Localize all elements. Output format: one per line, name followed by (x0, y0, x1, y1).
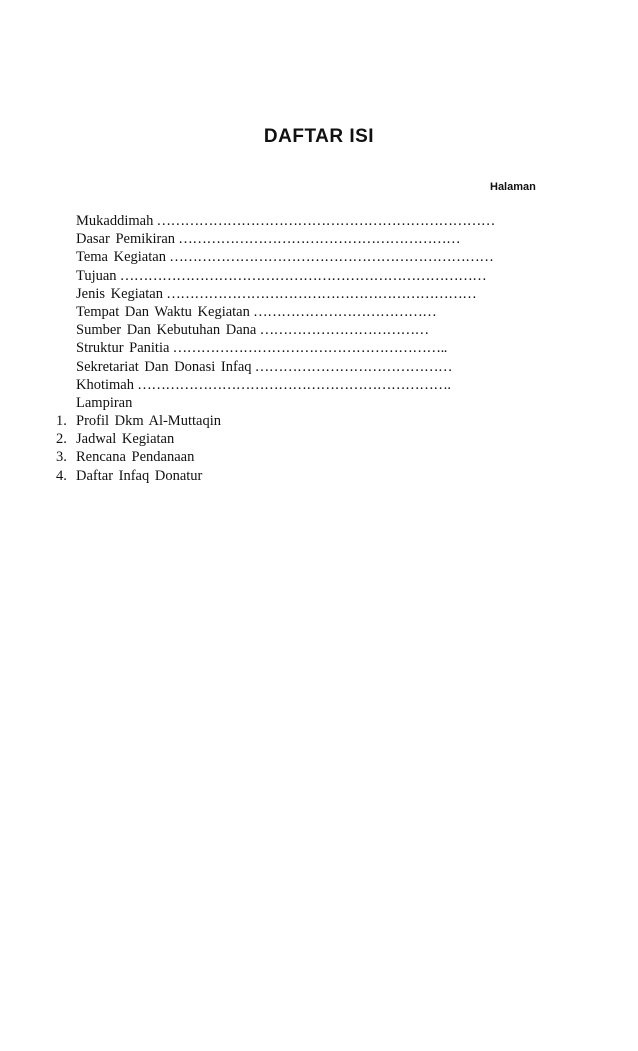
toc-appendix-entry (56, 467, 616, 485)
toc-entry (56, 230, 616, 248)
toc-entry (56, 321, 616, 339)
toc-entry-leader: …………………………………………………………. (134, 376, 451, 393)
toc-entry-leader: …………………………………………………… (175, 231, 461, 248)
toc-entry-label: Sumber Dan Kebutuhan Dana (76, 322, 257, 339)
toc-entry-number: 1. (56, 413, 67, 430)
toc-entry-label: Tempat Dan Waktu Kegiatan (76, 303, 250, 320)
toc-entry-label: Mukaddimah (76, 213, 154, 229)
toc-entry-number: 4. (56, 467, 67, 484)
toc-appendix-entry (56, 430, 616, 448)
toc-entry-leader: ………………………………… (249, 303, 437, 320)
toc-entry (56, 339, 616, 357)
toc-entry-label: Profil Dkm Al-Muttaqin (76, 413, 221, 430)
toc-entry-label: Struktur Panitia (76, 340, 170, 357)
toc-entry-label: Tujuan (76, 267, 117, 284)
toc-entry (56, 358, 616, 376)
page-title: DAFTAR ISI (263, 126, 375, 147)
toc-entry-leader: …………………………………… (251, 358, 453, 375)
toc-entry-label: Jenis Kegiatan (76, 285, 163, 302)
toc-entry (56, 394, 616, 412)
toc-entry-leader: ……………………………… (256, 322, 429, 339)
toc-entry-label: Dasar Pemikiran (76, 231, 176, 248)
toc-entry-leader: ………………………………………………….. (169, 340, 448, 357)
toc-entry (56, 248, 616, 266)
toc-appendix-entry (56, 448, 616, 466)
toc-entry-label: Daftar Infaq Donatur (76, 467, 203, 484)
toc-entry-leader: ……………………………………………………………… (153, 213, 495, 229)
toc-entry-label: Lampiran (76, 394, 133, 411)
toc-entry-number: 3. (56, 449, 67, 466)
toc-entry-label: Jadwal Kegiatan (76, 431, 175, 448)
toc-entry (56, 285, 616, 303)
toc-entry-label: Khotimah (76, 376, 134, 393)
table-of-contents (56, 212, 616, 485)
toc-appendix-entry (56, 412, 616, 430)
toc-entry (56, 267, 616, 285)
toc-entry-label: Tema Kegiatan (76, 249, 166, 266)
toc-entry-leader: …………………………………………………………………… (116, 267, 487, 284)
toc-entry-leader: ………………………………………………………… (162, 285, 477, 302)
page-column-label: Halaman (490, 181, 536, 193)
toc-entry (56, 303, 616, 321)
toc-entry-leader: …………………………………………………………… (165, 249, 494, 266)
toc-entry-label: Rencana Pendanaan (76, 449, 195, 466)
toc-entry (56, 376, 616, 394)
toc-entry-number: 2. (56, 431, 67, 448)
toc-entry (56, 212, 616, 230)
toc-entry-label: Sekretariat Dan Donasi Infaq (76, 358, 252, 375)
